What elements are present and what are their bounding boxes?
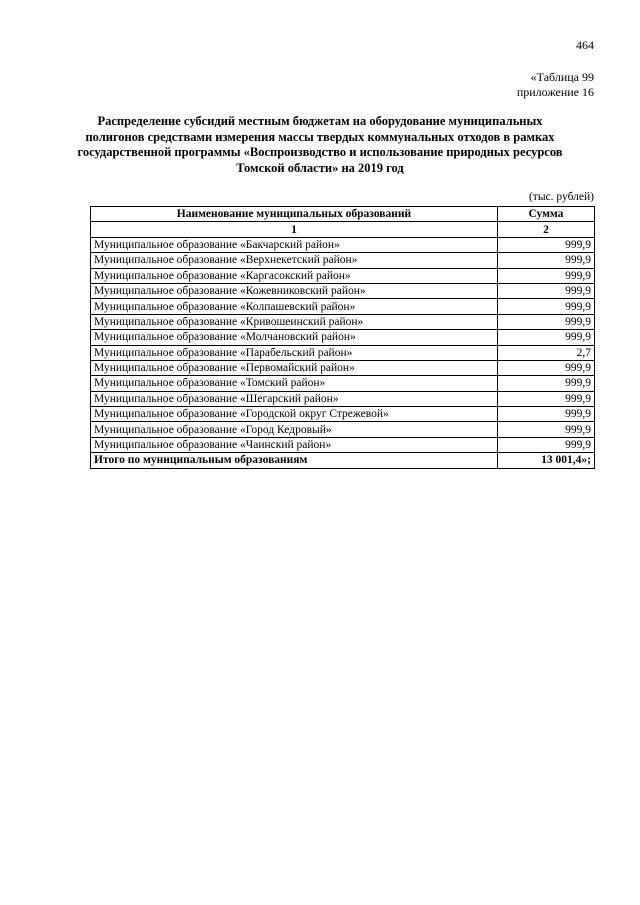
municipality-name: Муниципальное образование «Молчановский район» [91,330,498,345]
units-label: (тыс. рублей) [528,191,594,203]
table-row [91,407,595,422]
table-row [91,253,595,268]
page-number: 464 [576,38,594,52]
municipality-name: Муниципальное образование «Городской округ Стрежевой» [91,407,498,422]
subsidy-table [90,206,595,469]
table-ref-line1: «Таблица 99 [530,70,594,84]
table-row [91,268,595,283]
header-name: Наименование муниципальных образований [91,207,498,222]
table-row [91,237,595,252]
subsidy-amount: 2,7 [497,345,594,360]
table-row [91,437,595,452]
column-number-1: 1 [91,222,498,237]
total-value: 13 001,4»; [497,453,594,468]
table-row [91,330,595,345]
table-row [91,283,595,298]
subsidy-amount: 999,9 [497,314,594,329]
municipality-name: Муниципальное образование «Кожевниковский район» [91,283,498,298]
table-row [91,314,595,329]
total-row [91,453,595,468]
table-body [91,237,595,468]
municipality-name: Муниципальное образование «Томский район» [91,376,498,391]
subsidy-amount: 999,9 [497,376,594,391]
total-label: Итого по муниципальным образованиям [91,453,498,468]
table-row [91,299,595,314]
subsidy-amount: 999,9 [497,237,594,252]
subsidy-amount: 999,9 [497,299,594,314]
table-header-row [91,207,595,222]
table-reference [517,70,594,100]
header-sum: Сумма [497,207,594,222]
municipality-name: Муниципальное образование «Первомайский район» [91,360,498,375]
municipality-name: Муниципальное образование «Чаинский район» [91,437,498,452]
document-title: Распределение субсидий местным бюджетам на оборудование муниципальных полигонов средствами измерения массы твердых коммунальных отходов в рамках государственной программы «Воспроизводство и использование природных ресурсов Томской области» на 2019 год [77,114,563,175]
column-number-row [91,222,595,237]
table-ref-line2: приложение 16 [516,85,594,99]
municipality-name: Муниципальное образование «Кривошеинский район» [91,314,498,329]
subsidy-amount: 999,9 [497,422,594,437]
table-row [91,391,595,406]
municipality-name: Муниципальное образование «Колпашевский район» [91,299,498,314]
subsidy-amount: 999,9 [497,437,594,452]
subsidy-amount: 999,9 [497,391,594,406]
subsidy-amount: 999,9 [497,360,594,375]
table-row [91,345,595,360]
table-row [91,360,595,375]
subsidy-amount: 999,9 [497,330,594,345]
subsidy-amount: 999,9 [497,253,594,268]
municipality-name: Муниципальное образование «Верхнекетский район» [91,253,498,268]
municipality-name: Муниципальное образование «Каргасокский район» [91,268,498,283]
municipality-name: Муниципальное образование «Парабельский район» [91,345,498,360]
table-row [91,376,595,391]
municipality-name: Муниципальное образование «Бакчарский район» [91,237,498,252]
subsidy-amount: 999,9 [497,283,594,298]
table-row [91,422,595,437]
column-number-2: 2 [497,222,594,237]
subsidy-amount: 999,9 [497,268,594,283]
municipality-name: Муниципальное образование «Город Кедровый» [91,422,498,437]
municipality-name: Муниципальное образование «Шегарский район» [91,391,498,406]
subsidy-amount: 999,9 [497,407,594,422]
